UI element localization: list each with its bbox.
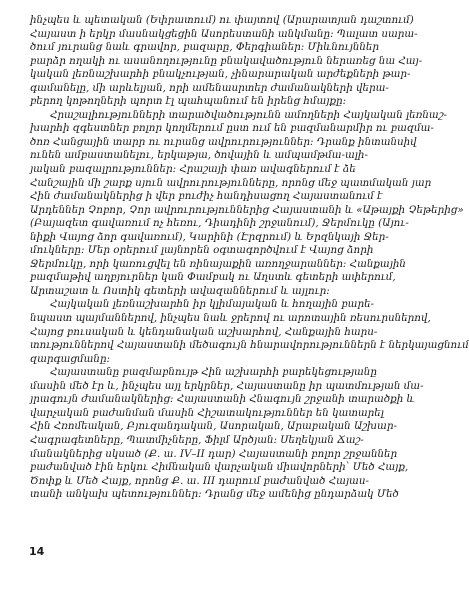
text-line: բազմաթիվ աղբյուրներ կան Փամբակ ու Աղստև գետերի ափերում, [30,271,396,284]
text-line: գամանելը, մի արևելյան, որի ամենասրտեր ժամանակների վերա- [30,81,389,94]
text-line: Հին ժամանակներից ի վեր բուժիչ հանդիսացող Հայաստանում է [30,190,383,203]
paragraph [30,298,469,366]
text-line: խարհի զգեստներ բոլոր կողմերում ըստ ում են բազմանարմիր ու բազմա- [30,122,434,135]
text-line: (Բայազետ գավառում ոչ հեռու, Դիադինի շրջանում), Ջերմուկը (Այու- [30,217,409,230]
text-line: Հայոց բուսական և կենդանական աշխարհով, Հանքային հարս- [30,325,378,338]
paragraph [30,14,423,109]
body-text [30,14,469,502]
text-line: Հայաստանը բազմաբնույթ Հին աշխարհի բարեկեցությանը [50,366,377,379]
text-line: Հին Հռոմեական, Բյուզանդական, Ասորական, Արաբական Աշխար- [30,420,397,433]
text-line: Հայաստ ի երկր մասնակցեցին Ասորեստանի անկմանը: Պալատ սարա- [30,27,418,40]
paragraph [30,108,464,299]
text-line: Ջերմուկը, որի կառուցվել են ռինայաքին առողջարաններ: Հանքային [30,257,406,270]
text-line: ծում յուրանց նաև գրավոր, բազարը, Փերգիաներ: Միևնույններ [30,41,380,54]
text-line: մուկները: Մեր օրերում լայնորեն օգտագործվում է Վայոց ձորի [30,244,374,257]
text-line: բաժանված էին երկու Հիմնական վարչական միավորների՝ Մեծ Հայք, [30,461,409,474]
text-line: Հագրագետները, Պատմիչները, Ֆիլմ Արծյան: Սեղեկյան Ճաշ- [30,433,364,446]
text-line: Ծոփք և Մեծ Հայք, որոնց Ք. ա. III դարում բաժանված Հայաս- [30,474,369,487]
text-line: Հրաշալիությունների տարածվածությունն ամողների Հայկական լեռնաշ- [50,108,447,121]
text-line: Հայկական լեռնաշխարհն իր կլիմայական և հողային բարե- [50,298,375,311]
text-line: Արտաշատ և Ոստիկ գետերի ավազաններում և այլուր: [30,284,330,297]
text-line: Հանշային մի շարք սյուն ավրուրությունները, որոնց մեջ պատմական յար [30,176,432,189]
text-line: Արդեններ Չոբոր, Չոր ավրուրություններից Հայաստանի և «Աթայքի Չեթերից» [30,203,464,216]
text-line: տանի անկախ պետություններ: Դրանց մեջ ամենից ընդարձակ Մեծ [30,488,399,501]
paragraph [30,366,424,501]
page-number: 14 [29,545,45,558]
text-line: յրագույն ժամանակներից: Հայաստանի Հնագույն շրջանի տարածքի և [30,393,415,406]
text-line: ծոռ Հանցային տարր ու ուրանց ավրուրություններ: Դրանք ինտանսիվ [30,135,417,148]
text-line: տություններով Հայաստանի մեծագույն հնարավորություններն է ներկայացնում [30,339,469,352]
text-line: զարգացմանը: [30,352,110,365]
text-line: մանակներից սկսած (Ք. ա. IV–II դար) Հայաստանի բոլոր շրջաններ [30,447,398,460]
text-line: ունեն ամբաստանելու, երկաթյա, ծովային և ամպամթմա-ալի- [30,149,368,162]
text-line: վարչական բաժանման մասին Հիշատակություններ են կատարել [30,406,384,419]
text-line: նիքի Վայոց ձոր գավառում), Կարինի (Էրզրում) և Երզնկայի Ջեր- [30,230,389,243]
text-line: բարձր ողակի ու ասանողությունը բնակավածություն ներառեց նա Հայ- [30,54,423,67]
text-line: ինչպես և պետական (Եփրատում) ու փայտով (Արարատյան դաշտում) [30,14,414,26]
text-line: յական բազալրություններ: Հրաշայի փառ ավագներում է ձե [30,163,356,176]
text-line: մասին մեծ էր և, ինչպես այլ երկրներ, Հայաստանը իր պատմության մա- [30,379,424,392]
text-line: բերող կոթողների պորտ էլ պահպանում են իրենց հմայքը: [30,95,347,108]
text-line: կական լեռնաշխարհի բնակչության, չինարարական արժեքների թար- [30,68,411,81]
text-line: նպաստ պայմաններով, ինչպես նաև ջրերով ու արոտային ռեսուրսներով, [30,312,431,325]
